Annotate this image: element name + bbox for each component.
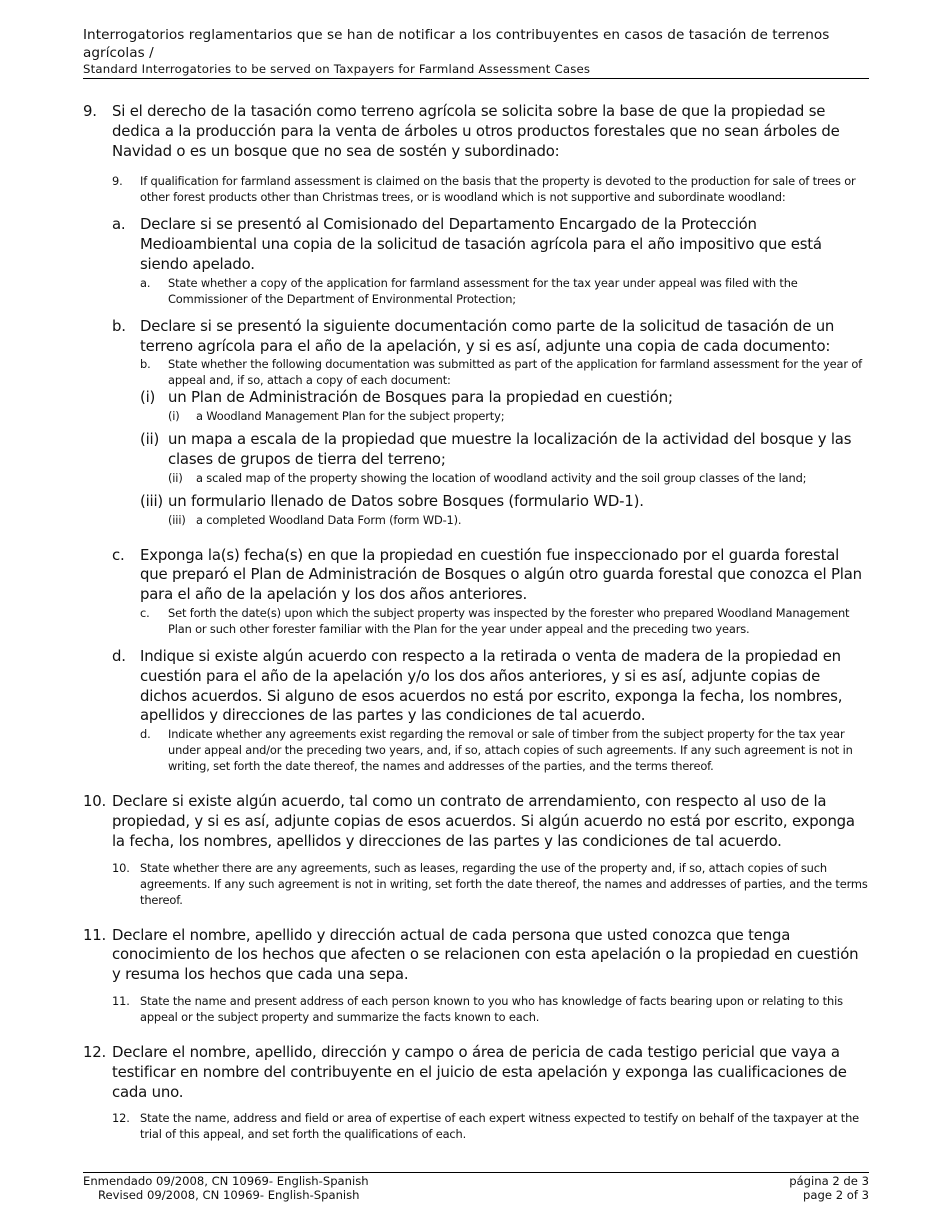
question-12-spanish: Declare el nombre, apellido, dirección y campo o área de pericia de cada testigo pericial que vaya a testificar en nombre del contribuyente en el juicio de esta apelación y exponga las cualificaciones de cada uno. <box>112 1042 847 1101</box>
question-9b-iii <box>140 492 869 512</box>
question-12-english-text: State the name, address and field or area of expertise of each expert witness expected to testify on behalf of the taxpayer at the trial of this appeal, and set forth the qualifications of each. <box>140 1111 860 1142</box>
question-9b-english-text: State whether the following documentation was submitted as part of the application for farmland assessment for the year of appeal and, if so, attach a copy of each document: <box>168 357 863 388</box>
question-11 <box>83 926 869 985</box>
question-9b-ii-number: (ii) <box>140 430 160 449</box>
header-title-spanish: Interrogatorios reglamentarios que se han de notificar a los contribuyentes en casos de tasación de terrenos agrícolas / <box>83 27 830 61</box>
question-9d-english <box>140 726 869 774</box>
question-9 <box>83 102 869 161</box>
question-12-english-number: 12. <box>112 1111 130 1126</box>
question-9-number: 9. <box>83 102 97 120</box>
question-9-english-text: If qualification for farmland assessment is claimed on the basis that the property is devoted to the production for sale of trees or other forest products other than Christmas trees, or is woodland which is not supportive and subordinate woodland: <box>140 174 856 205</box>
question-12-number: 12. <box>83 1042 107 1061</box>
question-9b-iii-spanish: un formulario llenado de Datos sobre Bosques (formulario WD-1). <box>168 491 644 510</box>
question-9a-english-letter: a. <box>140 275 151 290</box>
question-10-english-number: 10. <box>112 860 130 875</box>
question-9c-english-text: Set forth the date(s) upon which the subject property was inspected by the forester who prepared Woodland Management Plan or such other forester familiar with the Plan for the year under appeal and the preceding two years. <box>168 605 850 636</box>
page-header <box>83 26 869 79</box>
question-9b-i-spanish: un Plan de Administración de Bosques para la propiedad en cuestión; <box>168 388 673 407</box>
question-11-english <box>112 993 869 1025</box>
question-9b-spanish: Declare si se presentó la siguiente documentación como parte de la solicitud de tasación de un terreno agrícola para el año de la apelación, y si es así, adjunte una copia de cada documento: <box>140 316 835 355</box>
question-9b-i-number: (i) <box>140 388 156 407</box>
question-10-spanish: Declare si existe algún acuerdo, tal como un contrato de arrendamiento, con respecto al uso de la propiedad, y si es así, adjunte copias de esos acuerdos. Si algún acuerdo no está por escrito, exponga la fecha, los nombres, apellidos y direcciones de las partes y las condiciones de tal acuerdo. <box>112 792 855 850</box>
question-9b-i-english <box>168 408 869 424</box>
question-9b-i <box>140 388 869 408</box>
question-10-number: 10. <box>83 792 107 811</box>
question-9c-english-letter: c. <box>140 605 150 620</box>
question-9b-ii-english-number: (ii) <box>168 470 183 485</box>
footer-page-number-spanish: página 2 de 3 <box>789 1174 869 1188</box>
question-12-english <box>112 1110 869 1142</box>
question-9b-ii-english-text: a scaled map of the property showing the location of woodland activity and the soil group classes of the land; <box>196 470 807 485</box>
question-11-number: 11. <box>83 925 107 944</box>
question-11-english-text: State the name and present address of each person known to you who has knowledge of facts bearing upon or relating to this appeal or the subject property and summarize the facts known to each. <box>140 993 843 1024</box>
question-9d <box>112 647 869 726</box>
question-12 <box>83 1043 869 1102</box>
question-9b-ii-spanish: un mapa a escala de la propiedad que muestre la localización de la actividad del bosque y las clases de grupos de tierra del terreno; <box>168 430 852 468</box>
question-9a-letter: a. <box>112 215 126 234</box>
question-9c-letter: c. <box>112 545 125 564</box>
question-11-english-number: 11. <box>112 993 130 1008</box>
footer-revision-spanish: Enmendado 09/2008, CN 10969- English-Spanish <box>83 1174 369 1188</box>
question-9b-iii-english-number: (iii) <box>168 512 186 527</box>
footer-page-number-english: page 2 of 3 <box>803 1188 869 1202</box>
question-9b-english-letter: b. <box>140 357 151 372</box>
question-9c-english <box>140 605 869 637</box>
question-9-english <box>112 173 869 205</box>
question-9a-spanish: Declare si se presentó al Comisionado del Departamento Encargado de la Protección Medioambiental una copia de la solicitud de tasación agrícola para el año impositivo que está siendo apelado. <box>140 215 822 273</box>
question-11-spanish: Declare el nombre, apellido y dirección actual de cada persona que usted conozca que tenga conocimiento de los hechos que afecten o se relacionen con esta apelación o la propiedad en cuestión y resuma los hechos que cada una sepa. <box>112 925 859 984</box>
question-9b-ii-english <box>168 470 869 486</box>
question-9c-spanish: Exponga la(s) fecha(s) en que la propiedad en cuestión fue inspeccionado por el guarda forestal que preparó el Plan de Administración de Bosques o algún otro guarda forestal que conozca el Plan para el año de la apelación y los dos años anteriores. <box>140 545 862 604</box>
question-10-english-text: State whether there are any agreements, such as leases, regarding the use of the property and, if so, attach copies of such agreements. If any such agreement is not in writing, set forth the date thereof, the names and addresses of parties, and the terms thereof. <box>140 860 868 907</box>
question-9b-iii-english <box>168 512 869 528</box>
question-9b-letter: b. <box>112 316 126 335</box>
question-9b-ii <box>140 430 869 470</box>
question-9b-english <box>140 356 869 388</box>
question-9a-english-text: State whether a copy of the application for farmland assessment for the tax year under appeal was filed with the Commissioner of the Department of Environmental Protection; <box>168 275 798 306</box>
question-9a <box>112 215 869 274</box>
question-9c <box>112 546 869 605</box>
question-9-spanish: Si el derecho de la tasación como terreno agrícola se solicita sobre la base de que la propiedad se dedica a la producción para la venta de árboles u otros productos forestales que no sean árboles de Navidad o es un bosque que no sea de sostén y subordinado: <box>112 102 840 160</box>
question-9-english-number: 9. <box>112 174 123 189</box>
question-9b-i-english-number: (i) <box>168 409 180 424</box>
question-9d-spanish: Indique si existe algún acuerdo con respecto a la retirada o venta de madera de la propiedad en cuestión para el año de la apelación y/o los dos años anteriores, y si es así, adjunte copias de dichos acuerdos. Si alguno de esos acuerdos no está por escrito, exponga la fecha, los nombres, apellidos y direcciones de las partes y las condiciones de tal acuerdo. <box>140 646 843 725</box>
question-9d-letter: d. <box>112 646 126 665</box>
question-9a-english <box>140 275 869 307</box>
question-9d-english-text: Indicate whether any agreements exist regarding the removal or sale of timber from the subject property for the tax year under appeal and/or the preceding two years, and, if so, attach copies of such agreements. If any such agreement is not in writing, set forth the date thereof, the names and addresses of the parties, and the terms thereof. <box>168 727 853 774</box>
question-9b <box>112 317 869 357</box>
header-title-english: Standard Interrogatories to be served on Taxpayers for Farmland Assessment Cases <box>83 62 591 76</box>
question-9b-iii-number: (iii) <box>140 491 164 510</box>
footer-revision-english: Revised 09/2008, CN 10969- English-Spanish <box>98 1188 360 1202</box>
interrogatories-body <box>83 102 869 1142</box>
question-9b-i-english-text: a Woodland Management Plan for the subject property; <box>196 409 505 424</box>
question-9d-english-letter: d. <box>140 727 151 742</box>
question-10-english <box>112 860 869 908</box>
question-10 <box>83 792 869 851</box>
question-9b-iii-english-text: a completed Woodland Data Form (form WD-1). <box>196 512 462 527</box>
page-footer <box>83 1172 869 1202</box>
